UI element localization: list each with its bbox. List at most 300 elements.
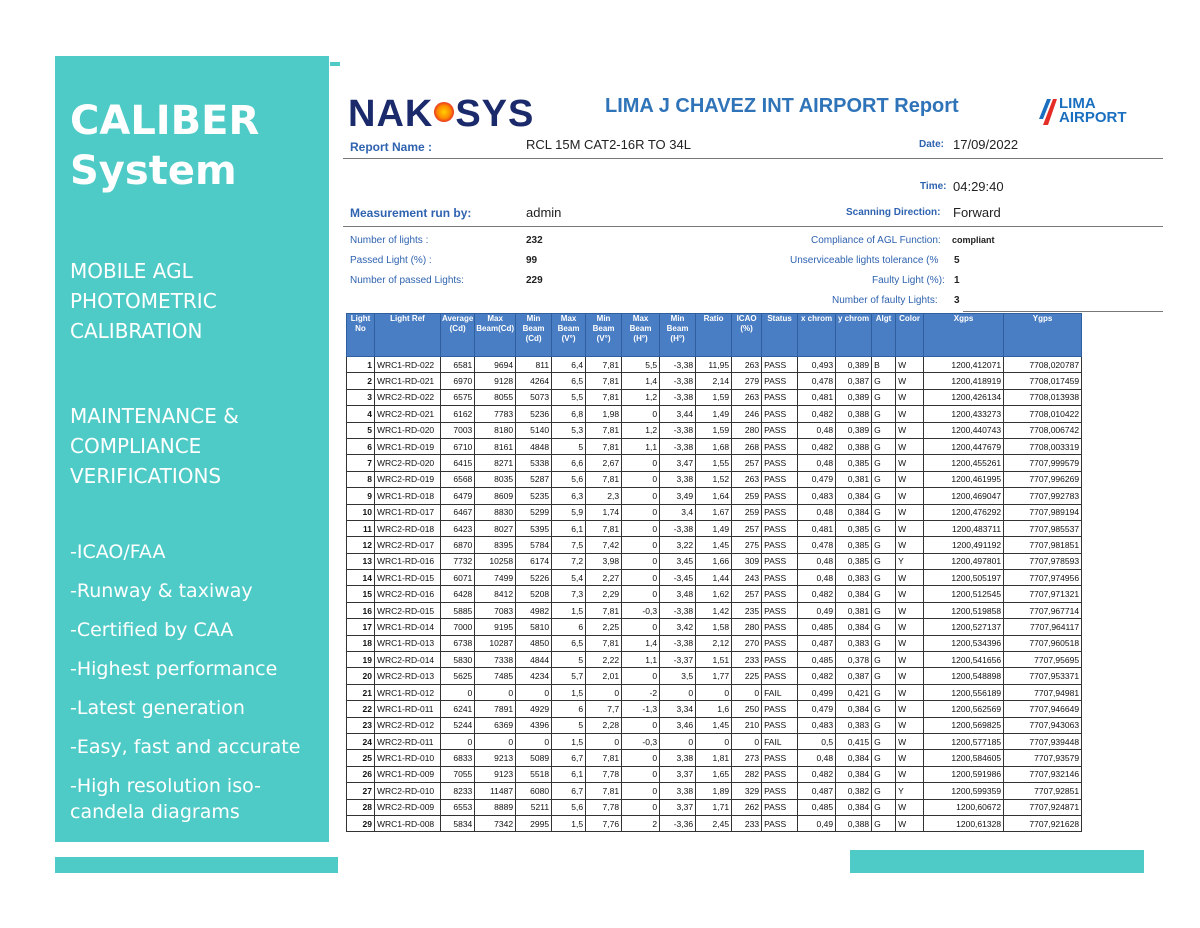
heading-line: MOBILE AGL (70, 259, 193, 283)
table-row (347, 783, 1082, 799)
table-cell: 3,47 (660, 455, 696, 471)
table-cell: PASS (762, 406, 798, 422)
heading-line: CALIBRATION (70, 319, 203, 343)
table-body (347, 357, 1082, 832)
column-header: Xgps (924, 314, 1004, 357)
table-cell: G (872, 553, 896, 569)
table-row (347, 438, 1082, 454)
table-cell: 1,59 (696, 389, 732, 405)
table-cell: 0,485 (798, 652, 836, 668)
table-cell: 0,487 (798, 783, 836, 799)
table-cell: 4929 (516, 701, 552, 717)
table-row (347, 815, 1082, 831)
table-cell: 14 (347, 570, 375, 586)
naksys-logo: NAK SYS (348, 93, 535, 135)
table-cell: 7708,017459 (1004, 373, 1082, 389)
table-cell: 0,48 (798, 750, 836, 766)
table-cell: 4848 (516, 438, 552, 454)
table-cell: 0 (660, 684, 696, 700)
table-cell: 1,49 (696, 520, 732, 536)
table-cell: 5834 (441, 815, 475, 831)
table-cell: 0,415 (836, 733, 872, 749)
measured-by-label: Measurement run by: (350, 206, 472, 220)
table-cell: 7,81 (586, 422, 622, 438)
table-cell: 1200,483711 (924, 520, 1004, 536)
table-cell: WRC2-RD-012 (375, 717, 441, 733)
table-cell: 7,81 (586, 783, 622, 799)
table-cell: 6080 (516, 783, 552, 799)
table-cell: 1,4 (622, 373, 660, 389)
table-cell: W (896, 406, 924, 422)
table-cell: 0,421 (836, 684, 872, 700)
table-cell: 2,14 (696, 373, 732, 389)
table-cell: 5784 (516, 537, 552, 553)
table-cell: PASS (762, 652, 798, 668)
table-cell: 1,45 (696, 717, 732, 733)
table-cell: 7,2 (552, 553, 586, 569)
table-cell: 282 (732, 766, 762, 782)
table-cell: 6467 (441, 504, 475, 520)
table-cell: 1,2 (622, 389, 660, 405)
table-cell: 262 (732, 799, 762, 815)
table-cell: W (896, 635, 924, 651)
table-cell: 1200,412071 (924, 357, 1004, 373)
table-cell: 280 (732, 619, 762, 635)
table-cell: 309 (732, 553, 762, 569)
table-cell: G (872, 570, 896, 586)
table-row (347, 619, 1082, 635)
table-cell: 1,5 (552, 684, 586, 700)
table-cell: W (896, 652, 924, 668)
table-cell: 8035 (475, 471, 516, 487)
table-cell: PASS (762, 815, 798, 831)
table-cell: WRC1-RD-019 (375, 438, 441, 454)
table-cell: 7000 (441, 619, 475, 635)
table-row (347, 488, 1082, 504)
table-cell: 21 (347, 684, 375, 700)
table-cell: 7707,94981 (1004, 684, 1082, 700)
table-cell: 1,74 (586, 504, 622, 520)
table-cell: 7707,999579 (1004, 455, 1082, 471)
table-cell: 1200,577185 (924, 733, 1004, 749)
table-cell: 0,387 (836, 668, 872, 684)
table-cell: 0 (622, 504, 660, 520)
table-cell: 259 (732, 488, 762, 504)
table-cell: -3,38 (660, 422, 696, 438)
table-cell: 2,12 (696, 635, 732, 651)
date-value: 17/09/2022 (953, 137, 1019, 152)
table-cell: 1200,556189 (924, 684, 1004, 700)
table-cell: G (872, 438, 896, 454)
table-cell: W (896, 766, 924, 782)
heading-line: PHOTOMETRIC (70, 289, 217, 313)
table-cell: 0 (622, 520, 660, 536)
airport-logo-line2: AIRPORT (1059, 109, 1127, 126)
table-cell: 8889 (475, 799, 516, 815)
table-cell: 20 (347, 668, 375, 684)
table-cell: W (896, 717, 924, 733)
table-row (347, 766, 1082, 782)
table-cell: G (872, 783, 896, 799)
table-cell: 6,6 (552, 455, 586, 471)
faulty-num-value: 3 (954, 295, 960, 306)
table-cell: 0,384 (836, 488, 872, 504)
table-cell: 9213 (475, 750, 516, 766)
table-cell: 1200,476292 (924, 504, 1004, 520)
table-cell: 6 (552, 701, 586, 717)
table-cell: G (872, 406, 896, 422)
table-cell: 3,38 (660, 471, 696, 487)
table-cell: G (872, 455, 896, 471)
table-cell: 5208 (516, 586, 552, 602)
table-cell: 0,384 (836, 619, 872, 635)
table-cell: 19 (347, 652, 375, 668)
sidebar-panel (55, 56, 329, 842)
unserviceable-tolerance-value: 5 (954, 255, 960, 266)
table-cell: 5,4 (552, 570, 586, 586)
table-cell: 6071 (441, 570, 475, 586)
table-row (347, 733, 1082, 749)
table-cell: 25 (347, 750, 375, 766)
table-cell: 1200,569825 (924, 717, 1004, 733)
table-cell: -3,38 (660, 389, 696, 405)
table-cell: W (896, 684, 924, 700)
table-cell: 10287 (475, 635, 516, 651)
table-cell: 5 (347, 422, 375, 438)
table-cell: 24 (347, 733, 375, 749)
table-cell: G (872, 373, 896, 389)
column-header: Max Beam(Cd) (475, 314, 516, 357)
column-header: Max Beam (H°) (622, 314, 660, 357)
table-cell: 243 (732, 570, 762, 586)
table-cell: 0 (622, 717, 660, 733)
table-cell: FAIL (762, 733, 798, 749)
table-cell: 29 (347, 815, 375, 831)
table-cell: 1,44 (696, 570, 732, 586)
table-cell: 0 (622, 799, 660, 815)
passed-pct-label: Passed Light (%) : (350, 255, 432, 266)
table-cell: 7,42 (586, 537, 622, 553)
column-header: Light Ref (375, 314, 441, 357)
divider (963, 311, 1163, 312)
table-cell: 0,483 (798, 488, 836, 504)
table-cell: PASS (762, 750, 798, 766)
table-cell: 6423 (441, 520, 475, 536)
table-cell: 0 (622, 455, 660, 471)
table-cell: 1,81 (696, 750, 732, 766)
table-cell: 0 (622, 619, 660, 635)
table-cell: 7,3 (552, 586, 586, 602)
table-row (347, 357, 1082, 373)
table-cell: 12 (347, 537, 375, 553)
table-cell: PASS (762, 488, 798, 504)
table-cell: 0,384 (836, 766, 872, 782)
table-cell: 0 (622, 668, 660, 684)
table-cell: 1,59 (696, 422, 732, 438)
table-cell: 7708,006742 (1004, 422, 1082, 438)
table-cell: 0,385 (836, 455, 872, 471)
table-cell: 1,65 (696, 766, 732, 782)
table-cell: 259 (732, 504, 762, 520)
table-cell: 0,487 (798, 635, 836, 651)
table-cell: 1200,418919 (924, 373, 1004, 389)
table-cell: 5244 (441, 717, 475, 733)
feature-item: -Highest performance (70, 658, 278, 680)
table-cell: 210 (732, 717, 762, 733)
table-cell: 3,44 (660, 406, 696, 422)
table-cell: W (896, 750, 924, 766)
table-cell: 0,482 (798, 586, 836, 602)
table-cell: PASS (762, 520, 798, 536)
table-cell: 0 (622, 586, 660, 602)
scan-direction-label: Scanning Direction: (846, 207, 941, 218)
report-name-label: Report Name : (350, 140, 433, 154)
table-cell: 0 (622, 406, 660, 422)
table-cell: 6 (347, 438, 375, 454)
table-cell: 811 (516, 357, 552, 373)
table-cell: -3,38 (660, 357, 696, 373)
table-cell: 1200,591986 (924, 766, 1004, 782)
table-cell: 7707,974956 (1004, 570, 1082, 586)
table-cell: 8609 (475, 488, 516, 504)
table-cell: FAIL (762, 684, 798, 700)
maintenance-heading (70, 401, 239, 491)
table-cell: 1,49 (696, 406, 732, 422)
table-cell: 2,25 (586, 619, 622, 635)
feature-item: -Certified by CAA (70, 619, 234, 641)
num-passed-label: Number of passed Lights: (350, 275, 464, 286)
time-value: 04:29:40 (953, 179, 1004, 194)
table-cell: 7,81 (586, 357, 622, 373)
table-cell: -2 (622, 684, 660, 700)
table-cell: 1200,562569 (924, 701, 1004, 717)
table-cell: 1200,469047 (924, 488, 1004, 504)
table-cell: 7707,960518 (1004, 635, 1082, 651)
table-cell: 6,7 (552, 750, 586, 766)
table-cell: WRC2-RD-021 (375, 406, 441, 422)
table-cell: 7707,939448 (1004, 733, 1082, 749)
table-cell: G (872, 652, 896, 668)
table-cell: 0,383 (836, 570, 872, 586)
table-cell: 2,45 (696, 815, 732, 831)
table-cell: 0,48 (798, 553, 836, 569)
table-cell: 1200,519858 (924, 602, 1004, 618)
table-cell: 1,1 (622, 438, 660, 454)
table-cell: 6162 (441, 406, 475, 422)
table-cell: 7708,013938 (1004, 389, 1082, 405)
table-cell: 0 (622, 537, 660, 553)
column-header: Status (762, 314, 798, 357)
table-cell: 5830 (441, 652, 475, 668)
table-cell: 7707,996269 (1004, 471, 1082, 487)
table-row (347, 520, 1082, 536)
table-cell: 6 (552, 619, 586, 635)
brand-title-line1: CALIBER (70, 98, 260, 144)
table-cell: 5235 (516, 488, 552, 504)
table-cell: 7,76 (586, 815, 622, 831)
table-cell: 7,81 (586, 635, 622, 651)
table-cell: W (896, 373, 924, 389)
column-header: Min Beam (H°) (660, 314, 696, 357)
table-cell: PASS (762, 553, 798, 569)
table-cell: 7707,92851 (1004, 783, 1082, 799)
table-cell: WRC1-RD-009 (375, 766, 441, 782)
table-cell: W (896, 504, 924, 520)
table-cell: 6174 (516, 553, 552, 569)
table-cell: 3,34 (660, 701, 696, 717)
table-cell: WRC1-RD-022 (375, 357, 441, 373)
table-cell: 273 (732, 750, 762, 766)
table-cell: 7338 (475, 652, 516, 668)
table-cell: 0 (622, 488, 660, 504)
table-cell: 3,48 (660, 586, 696, 602)
table-row (347, 422, 1082, 438)
table-cell: 7707,971321 (1004, 586, 1082, 602)
table-cell: 0,388 (836, 438, 872, 454)
table-cell: 0 (696, 684, 732, 700)
table-cell: G (872, 520, 896, 536)
table-cell: 7707,953371 (1004, 668, 1082, 684)
faulty-pct-label: Faulty Light (%): (872, 275, 945, 286)
table-cell: 7,81 (586, 750, 622, 766)
table-cell: PASS (762, 389, 798, 405)
feature-item: -Runway & taxiway (70, 580, 253, 602)
table-cell: 7055 (441, 766, 475, 782)
table-cell: G (872, 668, 896, 684)
table-cell: 11,95 (696, 357, 732, 373)
table-cell: 7485 (475, 668, 516, 684)
table-cell: 10258 (475, 553, 516, 569)
table-cell: 0,481 (798, 389, 836, 405)
table-cell: 7,81 (586, 438, 622, 454)
table-cell: 6,1 (552, 766, 586, 782)
table-cell: 5 (552, 438, 586, 454)
table-cell: 9195 (475, 619, 516, 635)
table-cell: 4396 (516, 717, 552, 733)
table-row (347, 537, 1082, 553)
table-cell: WRC1-RD-010 (375, 750, 441, 766)
table-cell: WRC2-RD-017 (375, 537, 441, 553)
table-cell: PASS (762, 422, 798, 438)
table-cell: 2,28 (586, 717, 622, 733)
feature-item: -ICAO/FAA (70, 541, 166, 563)
table-cell: 0,389 (836, 357, 872, 373)
table-cell: 1200,433273 (924, 406, 1004, 422)
table-cell: 7342 (475, 815, 516, 831)
table-cell: W (896, 471, 924, 487)
table-cell: PASS (762, 455, 798, 471)
table-cell: 0 (516, 684, 552, 700)
table-cell: 1,67 (696, 504, 732, 520)
table-cell: 2,27 (586, 570, 622, 586)
table-cell: 0,385 (836, 553, 872, 569)
table-cell: 0,384 (836, 586, 872, 602)
table-cell: G (872, 471, 896, 487)
table-cell: W (896, 619, 924, 635)
table-cell: 2,67 (586, 455, 622, 471)
table-cell: W (896, 389, 924, 405)
table-cell: 3,38 (660, 783, 696, 799)
table-cell: 7,78 (586, 766, 622, 782)
table-cell: WRC1-RD-020 (375, 422, 441, 438)
column-header: Ratio (696, 314, 732, 357)
table-cell: 3,49 (660, 488, 696, 504)
num-lights-label: Number of lights : (350, 235, 429, 246)
table-cell: 0 (622, 553, 660, 569)
table-cell: 0,481 (798, 520, 836, 536)
table-cell: 1200,426134 (924, 389, 1004, 405)
table-cell: PASS (762, 438, 798, 454)
table-cell: W (896, 357, 924, 373)
table-cell: 1,4 (622, 635, 660, 651)
table-cell: 1,71 (696, 799, 732, 815)
table-cell: 2,01 (586, 668, 622, 684)
table-cell: 8161 (475, 438, 516, 454)
table-cell: 7707,932146 (1004, 766, 1082, 782)
table-cell: 6,7 (552, 783, 586, 799)
table-cell: 0 (696, 733, 732, 749)
heading-line: COMPLIANCE (70, 434, 202, 458)
table-cell: PASS (762, 471, 798, 487)
table-cell: WRC2-RD-009 (375, 799, 441, 815)
table-cell: 8 (347, 471, 375, 487)
table-cell: 6970 (441, 373, 475, 389)
table-cell: 8830 (475, 504, 516, 520)
table-cell: 0,381 (836, 471, 872, 487)
table-cell: WRC2-RD-016 (375, 586, 441, 602)
table-cell: -3,38 (660, 373, 696, 389)
table-cell: 0 (516, 733, 552, 749)
num-passed-value: 229 (526, 275, 543, 286)
table-cell: 233 (732, 815, 762, 831)
table-cell: G (872, 619, 896, 635)
table-row (347, 652, 1082, 668)
table-cell: 13 (347, 553, 375, 569)
table-cell: 1,5 (552, 733, 586, 749)
table-cell: 16 (347, 602, 375, 618)
table-cell: 275 (732, 537, 762, 553)
table-cell: 6428 (441, 586, 475, 602)
table-cell: 8027 (475, 520, 516, 536)
table-cell: 1,42 (696, 602, 732, 618)
table-cell: 7707,967714 (1004, 602, 1082, 618)
table-cell: W (896, 570, 924, 586)
table-row (347, 553, 1082, 569)
table-cell: 0 (622, 766, 660, 782)
compliance-label: Compliance of AGL Function: (811, 235, 941, 246)
table-cell: WRC1-RD-014 (375, 619, 441, 635)
table-cell: 0,383 (836, 717, 872, 733)
table-cell: 7707,93579 (1004, 750, 1082, 766)
table-cell: 1200,512545 (924, 586, 1004, 602)
table-cell: 5236 (516, 406, 552, 422)
table-row (347, 406, 1082, 422)
table-cell: 0,49 (798, 602, 836, 618)
table-cell: 0,48 (798, 422, 836, 438)
table-cell: G (872, 586, 896, 602)
table-cell: 6833 (441, 750, 475, 766)
table-cell: B (872, 357, 896, 373)
table-cell: Y (896, 553, 924, 569)
table-cell: 0,49 (798, 815, 836, 831)
table-cell: 0,482 (798, 406, 836, 422)
table-cell: W (896, 799, 924, 815)
table-cell: 6581 (441, 357, 475, 373)
table-cell: WRC1-RD-011 (375, 701, 441, 717)
table-cell: -1,3 (622, 701, 660, 717)
table-cell: 28 (347, 799, 375, 815)
table-cell: 22 (347, 701, 375, 717)
